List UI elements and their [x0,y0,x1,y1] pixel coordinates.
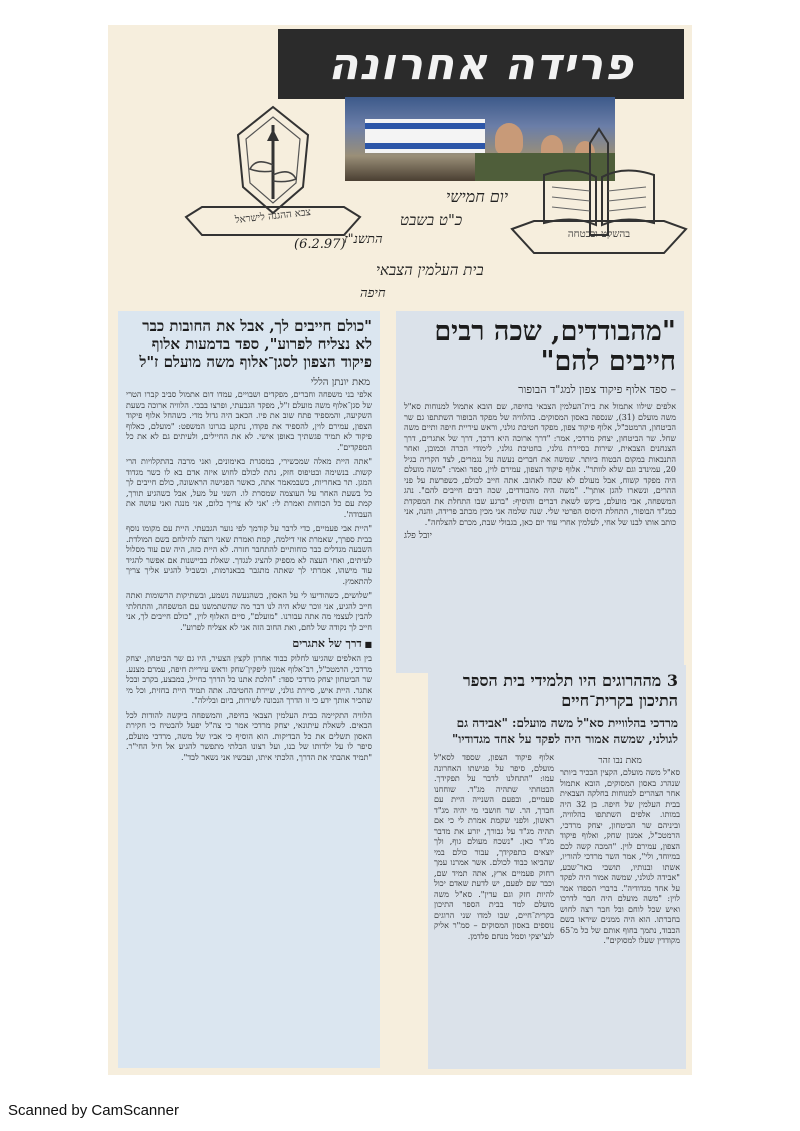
article-paragraph: הלוויה התקיימה בבית העלמין הצבאי בחיפה, והמשפחה ביקשה להודות לכל הבאים. לשאלת עיתונאי, יצחק מרדכי אמר כי צה"ל יפעל להבטיח כי חקירת האסון תשלים את כל הבדיקות. הוא הוסיף כי אביו של משה, מרדכי מועלם, סיפר לו על ילדותו של בנו, ועל רצונו הבלתי מתפשר להגיע אל חיל החי"ר. "תמיד אהבתי את הדרך, הלכתי איתו, ועכשיו אני נשאר לבד". [126,710,372,762]
bottom-article [428,665,686,1069]
article-paragraph: "אתה היית מאלה שמכשירי, במסגרת באימונים, ואני מרבה בהתקלויות הרי קשות. בנשימה ובטיפוס חזק, נתת לכולם לחוש איזה אדם בא לו כשר מגדוד המגן. תר באחריות, כשבמאמר אתה, כאשר הפגישה הראשונה, כולם חייבים לך כל בשעת האחר על העוצמה שמסרת לו. השני על מעל, אבל כשהגיע תורך, קמת עם כל הכוחות ואמרת לי: 'אני לא צריך כלום, אני מנגה ואני עושה את העבודה'. [126,457,372,519]
article-subheadline: מרדכי בהלוויית סא"ל משה מועלם: "אבידה גם לגולני, שמשה אמור היה לפקד על אחד מגדודיו" [452,716,678,746]
article-headline: 3 מההרוגים היו תלמידי בית הספר התיכון בקרית־חיים [462,671,678,710]
article-paragraph: "שלושים, כשהודיעו לי על האסון, כשהנעשה נשמע, ובשתיקות הרשומות ואתה חייב להגיע, אני זוכר שלא היה לנו דבר מה שהשתמשנו עם המשפחה, והתחלתי להבין לעצמי מה אתה עבורנו. "מועלם", סיים האלוף לוין, "כולם חייבים לך, אני חייב לך נקודה של לחם, ואת החוב הזה אני לא אצליח לפרוע". [126,591,372,632]
emblem-banner-text: בהשקט ובבטחה [567,229,631,240]
article-body: אלוף פיקוד הצפון, שספד לסא"ל מועלם, סיפר על פגישתו האחרונה עמו: "התחלנו לדבר על תפקידך. הבטחתי שתהיה מג"ד. שוחחנו פעמיים, ובפעם השנייה היית עם חברך, הר. שר חושבי מי יהיה מג"ד ראשון, ולפני שקמת אמרת לי כי אם תהיה מג"ד על גבורך, יזרע את מדבר מג"ד כאן. "נשכח מעולם גוף, ולך יוצאים בתפקידך, עבור כולם במי שהביאו כבוד לכולם. אשר אמרנו עמך רחוק פעמיים ארץ, אתה תמיד שם, וכבר שם לפעם, יש לדעת שאדם יכול להיות חזק וגם עדין". סא"ל משה מועלם למד בבית הספר התיכון בקרית־חיים, שבו למדו שני הרוגים נוספים באסון המסוקים – סמ"ר אליק לנצ'יצקי וסמל מנחם פלדמן. [434,753,554,941]
article-columns [428,753,686,947]
article-column-left [434,753,554,947]
article-column-right [560,753,680,947]
handwritten-date: (6.2.97) [294,237,346,252]
article-byline: מאת יונתן הללי [310,377,370,388]
handwritten-day: יום חמישי [446,187,509,206]
article-body: סא"ל משה מועלם, הקצין הבכיר ביותר שנהרג באסון המסוקים, הובא אתמול אחר הצהרים למנוחות בחלקה הצבאית בבית העלמין של חיפה. בן 32 היה במותו. אלפים השתתפו בהלוויה, וביניהם שר הביטחון, יצחק מרדכי, הרמטכ"ל, אמנון שחק, ואלוף פיקוד הצפון, עמירם לוין. "המכה קשה לכם במיוחד, ולי", אמר השר מרדכי להוריו, אשתו ובנותיו, תושבי באר־שבע, "אבידה לגולני, שמשה אמור היה לפקד על אחד מגדודיה". ברברי הספדו אמר לוין: "משה מועלם היה חבר לדרכו ואיש שכל לוחם ובל חבר רצה לחוש בחברתו. הוא היה ממנים שיראו בשם הכבוד, נתמך בחוף אותם של כל מ־65 מקודדין שעלו למסוקים". [560,768,681,945]
scanner-footer: Scanned by CamScanner [8,1102,179,1119]
article-byline: יובל פלג [404,531,432,541]
article-paragraph: "היית אבי פעמיים, כדי לרבר על קודמך לפי נוער הגבעתי. היית עם מקומו נוסף בבית ספרך, שאמרת אזי דילמה, קמת ואמרת שאני רוצה להילחם בשם המולדת. השבעה מגדלים כבר כוחותיים להתחבר חזרה. לא היית כזה, היה שם עוד מסלול לעיתים, ואחי העצה לא מספיק להציג לנגדך. שאלת בביישנות אם אפשר להגיד עוד מישהו, אמרתי לך שאתה מתגבר בבאנרמות, ובשביל להגיע אליך צריך להתאמץ. [126,524,372,586]
israeli-flag-image [365,119,485,153]
article-headline: "כולם חייבים לך, אבל את החובות כבר לא נצליח לפרוע", ספד בדמעות אלוף פיקוד הצפון לסגן־אלוף משה מועלם ז"ל [139,317,372,371]
article-paragraph: בין האלפים שהגיעו לחלוק כבוד אחרון לקצין הצעיר, היו גם שר הביטחון, יצחק מרדכי, הרמטכ"ל, רב־אלוף אמנון ליפקין־שחק וראש עיריית חיפה, עמרם מצנע. שר הביטחון יצחק מרדכי ספד: "הלכת אתנו כל הדרך כחייל, במבצע, בקרב ובכל אתגר. היית איש, סיירת גולני, שיירת החטיבה. אתה תמיד היית בחזית, וכל מי שהכיר אותך ידע כי זו הדרך הנכונה לשירות, ביום ובלילה". [126,654,372,705]
right-article [396,311,684,673]
handwritten-cemetery: בית העלמין הצבאי [376,261,484,279]
article-paragraph: אלפי בני משפחה וחברים, מפקדים ושבויים, עמדו דום אתמול סביב קברו הטרי של סגן־אלוף משה מועלם ז"ל, מפקד הגבעתי, ופרצו בבכי. הלוויה ארוכה בשעת השקיעה, והמספיד פתח שוב את פיו. הכאב היה גדול מדי. כשהחל אלוף פיקוד הצפון, עמירם לוין, להספיד את פקודו, נתקע בגרונו המשפט: "מועלם, כאלוף פיקוד לא תמיד פגשתיך באופן אישי. לא את החיילים, ולעיתים גם לא את כל המפקדים". [126,390,372,452]
title-banner [278,29,684,99]
handwritten-city: חיפה [360,286,386,301]
left-article [118,311,380,1068]
article-byline: מאת נבו זהר [598,756,642,766]
article-headline: "מהבודדים, שכה רבים חייבים להם" [434,316,676,377]
article-subheadline: – ספד אלוף פיקוד צפון למג"ד הבופור [518,383,676,396]
handwritten-hebrew-date: כ"ט בשבט [400,211,463,229]
handwritten-year: התשנ"ז [344,232,383,247]
page-title: פרידה אחרונה [328,38,634,90]
newspaper-clipping-page [108,25,692,1075]
education-corps-emblem [504,125,694,285]
emblem-banner-text: צבא ההגנה לישראל [234,207,312,226]
article-body: אלפים שילוו אתמול את בית־העלמין הצבאי בחיפה, שם הובא אתמול למנוחות סא"ל משה מועלם (31), שנספה באסון המסוקים. בהלוויה של מפקד הבופור השתתפו גם שר הביטחון, הרמטכ"ל, אלוף פיקוד צפון, מפקד חטיבת גולני, וראש עיריית חיפה ותיים משה שחל. שר הביטחון, יצחק מרדכי, אמר: "דרך ארוכה היא דרכך, דרך של אתגרים, דרך הצנחנים הצבאית, שירות בסיירת גולני, בחטיבת גולני, לימודי הכרה וכמובן, ואחר התנבאות במקום הבטוח ביותר. שמשה את חברים נעשה על נגמרים, לצד הקריה בגיל 20, עמינדב וגם שלא לוותר". אלוף פיקוד הצפון, עמירם לוין, ספד ואמר: "משה מועלם היה מפקד קשוח, אבל מעולם לא שכח לאהוב. אתה חייב לכולם, כשפרשת על פני ההרים, ונשארו להגן אותך". "משה היה מהבודדים, שכה רבים חייבים להם". נהג המשפחה, אבי מועלם, ביקש לשאת דברים והוסיף: "ברגע שבו התחלת את המפקדת כמג"ד הבופור, התחלת היסוס הפרטי שלי. שנה שלמה אני מכין מכתב פרידה, והנה, אני כותב אותו לבנו של אחי, לעלמין אחרי עוד יום כאן, בגבולי שבת, מכרם להצלחה". [404,402,676,527]
article-subheading: ■ דרך של אתגרים [292,637,372,650]
